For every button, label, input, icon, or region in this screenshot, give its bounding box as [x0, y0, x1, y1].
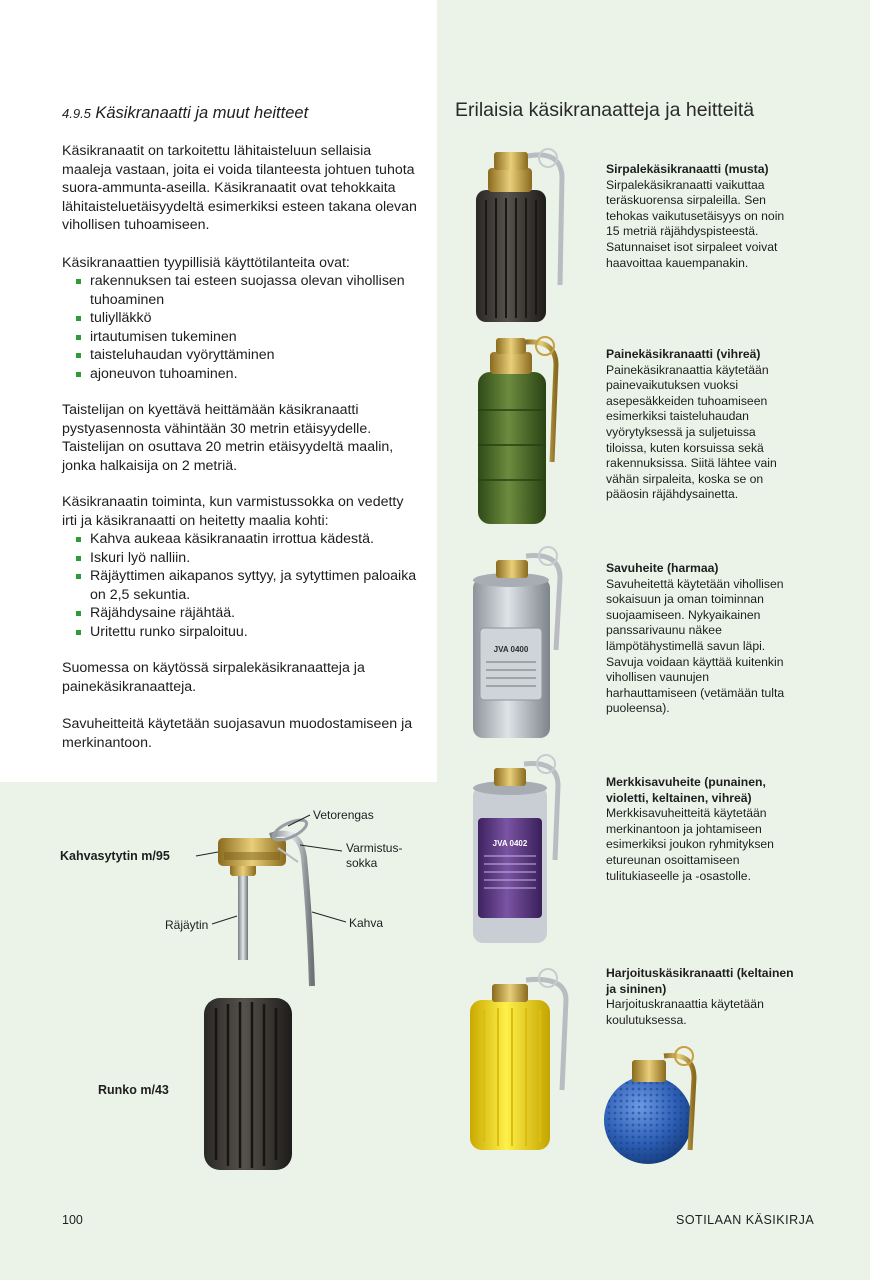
paragraph-throw-requirements: Taistelijan on kyettävä heittämään käsikranaatti pystyasennosta vähintään 30 metrin etäisyydelle. Taistelijan on osuttava 20 metrin etäisyydeltä maalin, jonka halkaisija on 2 metriä. — [62, 402, 394, 474]
list-item: rakennuksen tai esteen suojassa olevan vihollisen tuhoaminen — [62, 272, 422, 309]
paragraph-grenade-types: Suomessa on käytössä sirpalekäsikranaatteja ja painekäsikranaatteja. — [62, 660, 365, 695]
safety-pin-callout: Varmistus-sokka — [346, 841, 403, 870]
book-title: SOTILAAN KÄSIKIRJA — [676, 1213, 815, 1227]
black-fragmentation-grenade-image — [476, 149, 562, 322]
violet-signal-smoke-grenade-image — [473, 755, 558, 943]
item-description: Sirpalekäsikranaatti vaikuttaa teräskuorensa sirpaleilla. Sen tehokas vaikutusetäisyys on noin 15 metriä räjähdyspisteestä. Satunnaiset isot sirpaleet voivat haavoittaa kauempanakin. — [606, 177, 785, 270]
section-number: 4.9.5 — [62, 106, 91, 121]
fuze-diagram — [218, 816, 312, 986]
item-description: Merkkisavuheitteitä käytetään merkinantoon ja johtamiseen esimerkiksi joukon ryhmityksen etureunan osoittamiseen tulitukiaseelle ja -osastolle. — [606, 806, 774, 883]
fuze-label: Kahvasytytin m/95 — [60, 849, 170, 863]
list-item: Iskuri lyö nalliin. — [62, 549, 422, 568]
blue-practice-grenade-image — [604, 1047, 694, 1164]
item-description: Savuheitettä käytetään vihollisen sokaisuun ja oman toiminnan suojaamiseen. Nykyaikainen panssarivaunu näkee lämpötähystimellä savun läpi. Savuja voidaan käyttää kuitenkin vihollisen vaunujen harhauttamiseen (vetämään tulta puoleensa). — [606, 576, 785, 716]
detonator-callout: Räjäytin — [165, 918, 209, 932]
paragraph-operation-intro: Käsikranaatin toiminta, kun varmistussokka on vedetty irti ja käsikranaatti on heitetty maalia kohti: — [62, 494, 404, 529]
item-heading: Savuheite (harmaa) — [606, 561, 719, 575]
gallery-title: Erilaisia käsikranaatteja ja heitteitä — [455, 99, 755, 121]
list-item: Kahva aukeaa käsikranaatin irrottua kädestä. — [62, 530, 422, 549]
item-description: Painekäsikranaattia käytetään painevaikutuksen vuoksi asepesäkkeiden tuhoamiseen esimerkiksi taisteluhaudan vyörytyksessä ja suljetuissa tiloissa, kuten korsuissa sekä rakennuksissa. Siitä lähtee vain vähän sirpaleita, koska se on pääosin räjähdysainetta. — [606, 362, 777, 502]
list-item: ajoneuvon tuhoaminen. — [62, 365, 422, 384]
paragraph-smoke: Savuheitteitä käytetään suojasavun muodostamiseen ja merkinantoon. — [62, 716, 413, 751]
lever-callout: Kahva — [349, 916, 384, 930]
list-item: Räjäyttimen aikapanos syttyy, ja sytyttimen paloaika on 2,5 sekuntia. — [62, 567, 422, 604]
section-heading: Käsikranaatti ja muut heitteet — [95, 104, 309, 122]
grey-smoke-grenade-image — [473, 547, 560, 738]
list-item: tuliylläkkö — [62, 309, 422, 328]
item-heading: Sirpalekäsikranaatti (musta) — [606, 162, 769, 176]
paragraph-intro: Käsikranaatit on tarkoitettu lähitaisteluun sellaisia maaleja vastaan, joita ei voida tilanteesta johtuen tuhota suora-ammunta-aseilla. Käsikranaatit ovat tehokkaita lähitaisteluetäisyydeltä esimerkiksi esteen takana olevan vihollisen tuhoamiseen. — [62, 143, 417, 233]
grey-can-label: JVA 0400 — [493, 645, 529, 654]
list-item: taisteluhaudan vyöryttäminen — [62, 346, 422, 365]
page-number: 100 — [62, 1213, 83, 1227]
violet-can-label: JVA 0402 — [492, 839, 528, 848]
yellow-practice-grenade-image — [470, 969, 566, 1150]
body-label: Runko m/43 — [98, 1083, 169, 1097]
list-item: irtautumisen tukeminen — [62, 328, 422, 347]
item-heading: Merkkisavuheite (punainen, violetti, keltainen, vihreä) — [606, 775, 766, 805]
item-heading: Harjoituskäsikranaatti (keltainen ja sininen) — [606, 966, 794, 996]
green-blast-grenade-image — [478, 337, 556, 524]
list-item: Uritettu runko sirpaloituu. — [62, 623, 422, 642]
callout-lines — [196, 815, 346, 924]
paragraph-use-cases-intro: Käsikranaattien tyypillisiä käyttötilanteita ovat: — [62, 255, 350, 271]
item-heading: Painekäsikranaatti (vihreä) — [606, 347, 761, 361]
item-description: Harjoituskranaattia käytetään koulutuksessa. — [606, 997, 764, 1027]
list-item: Räjähdysaine räjähtää. — [62, 604, 422, 623]
grenade-body-image — [204, 998, 292, 1170]
pull-ring-callout: Vetorengas — [313, 808, 374, 822]
